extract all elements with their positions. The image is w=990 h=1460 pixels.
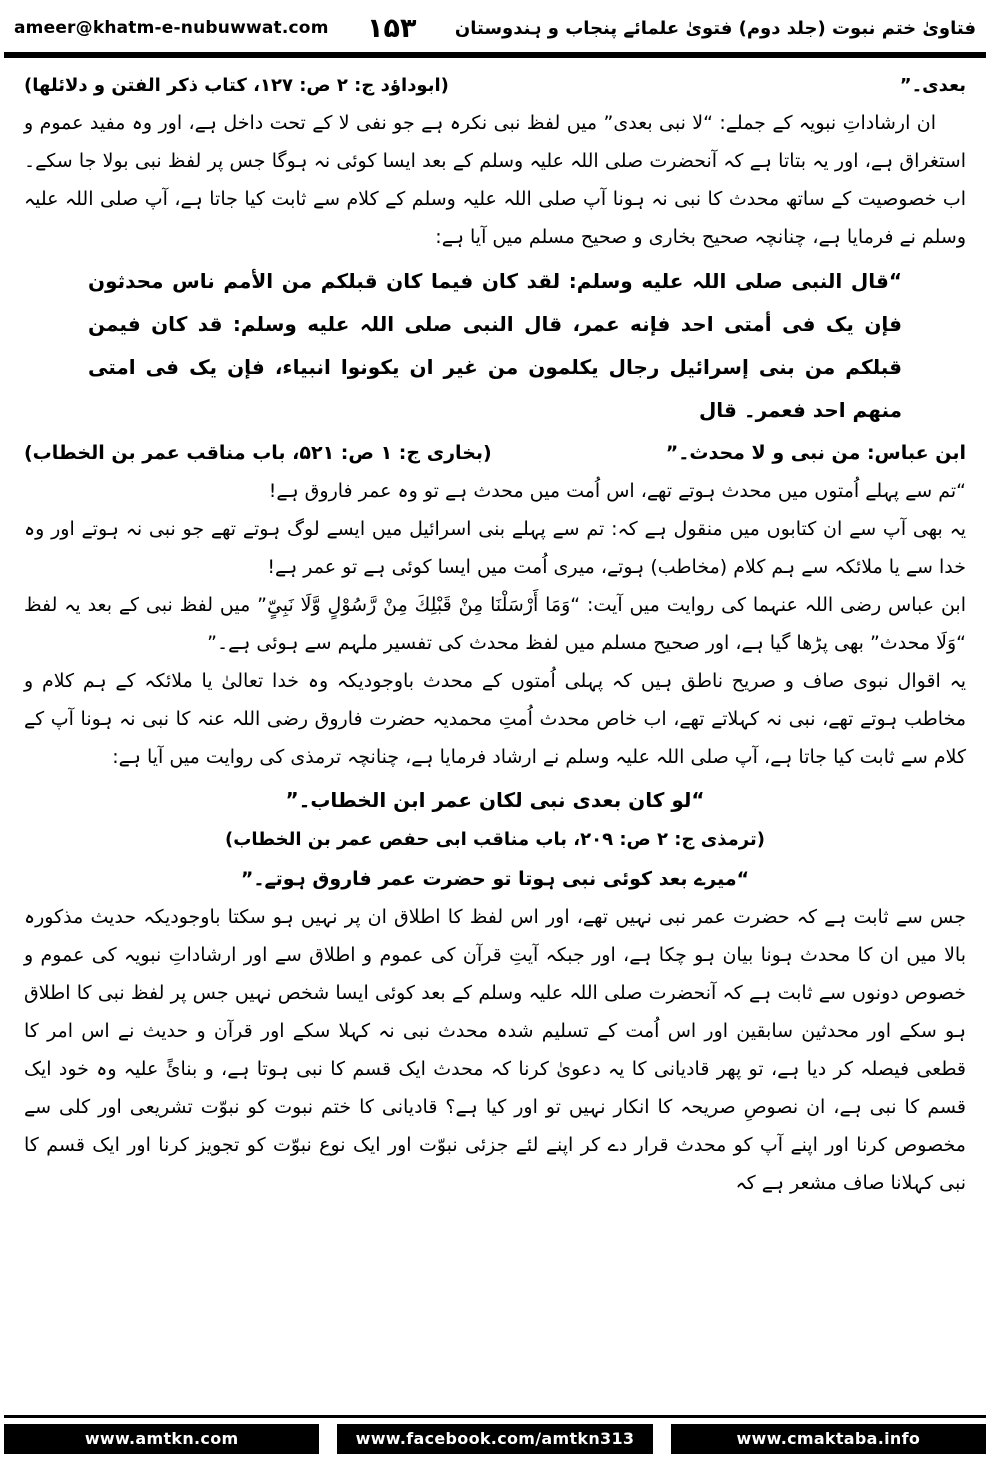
hadith-end-line <box>24 434 966 472</box>
hadith-tirmidhi-text: “لو کان بعدی نبی لکان عمر ابن الخطاب۔” <box>285 788 705 812</box>
citation-abu-dawud: (ابوداؤد ج: ۲ ص: ۱۲۷، کتاب ذکر الفتن و دلائلها) <box>24 75 449 96</box>
hadith-translation-2: “میرے بعد کوئی نبی ہوتا تو حضرت عمر فاروق ہوتے۔” <box>240 868 750 890</box>
header-email: ameer@khatm-e-nubuwwat.com <box>14 18 329 38</box>
opening-line <box>24 68 966 104</box>
page-number: ۱۵۳ <box>367 12 417 44</box>
footer-link-cmaktaba: www.cmaktaba.info <box>671 1424 986 1454</box>
citation-tirmidhi: (ترمذی ج: ۲ ص: ۲۰۹، باب مناقب ابی حفص عمر بن الخطاب) <box>225 829 765 850</box>
footer-link-amtkn: www.amtkn.com <box>4 1424 319 1454</box>
footer-link-facebook: www.facebook.com/amtkn313 <box>337 1424 652 1454</box>
quote-continuation: بعدی۔” <box>899 75 966 96</box>
footer-links <box>0 1424 990 1454</box>
paragraph-quran-variant: ابن عباس رضی اللہ عنہما کی روایت میں آیت: “وَمَا أَرْسَلْنَا مِنْ قَبْلِكَ مِنْ رَّسُوْلٍ وَّلَا نَبِیٍّ” میں لفظ نبی کے بعد یہ لفظ “وَلَا محدث” بھی پڑھا گیا ہے، اور صحیح مسلم میں لفظ محدث کی تفسیر ملہم سے ہوئی ہے۔” <box>24 594 966 654</box>
paragraph-commentary-3: یہ اقوال نبوی صاف و صریح ناطق ہیں کہ پہلی اُمتوں کے محدث باوجودیکہ وہ خدا تعالیٰ یا ملائکہ کے ہم کلام و مخاطب ہوتے تھے، نبی نہ کہلاتے تھے، اب خاص محدث اُمتِ محمدیہ حضرت فاروق رضی اللہ عنہ کا نبی نہ ہونا آپ کے کلام سے ثابت کیا جاتا ہے، آپ صلی اللہ علیہ وسلم نے ارشاد فرمایا ہے، چنانچہ ترمذی کی روایت میں آیا ہے: <box>24 670 966 768</box>
citation-bukhari: (بخاری ج: ۱ ص: ۵۲۱، باب مناقب عمر بن الخطاب) <box>24 442 492 464</box>
paragraph-commentary-1: ان ارشاداتِ نبویہ کے جملے: “لا نبی بعدی” میں لفظ نبی نکرہ ہے جو نفی لا کے تحت داخل ہے، اور وہ مفید عموم و استغراق ہے، اور یہ بتاتا ہے کہ آنحضرت صلی اللہ علیہ وسلم کے بعد ایسا کوئی نہ ہوگا جس پر لفظ نبی بولا جا سکے۔ اب خصوصیت کے ساتھ محدث کا نبی نہ ہونا آپ صلی اللہ علیہ وسلم کے کلام سے ثابت کیا جاتا ہے، آپ صلی اللہ علیہ وسلم نے فرمایا ہے، چنانچہ صحیح بخاری و صحیح مسلم میں آیا ہے: <box>24 112 966 248</box>
footer-divider <box>4 1415 986 1418</box>
page-header <box>0 0 990 52</box>
hadith-translation-1: “تم سے پہلے اُمتوں میں محدث ہوتے تھے، اس اُمت میں محدث ہے تو وہ عمر فاروق ہے! <box>268 480 966 502</box>
page-content <box>0 58 990 1202</box>
hadith-arabic-text: “قال النبی صلی اللہ علیه وسلم: لقد کان فیما کان قبلکم من الأمم ناس محدثون فإن یک فی أمتی احد فإنه عمر، قال النبی صلی اللہ علیه وسلم: قد کان فیمن قبلکم من بنی إسرائیل رجال یکلمون من غیر ان یکونوا انبیاء، فإن یک فی امتی منهم احد فعمر۔ قال <box>88 269 902 422</box>
paragraph-conclusion: جس سے ثابت ہے کہ حضرت عمر نبی نہیں تھے، اور اس لفظ کا اطلاق ان پر نہیں ہو سکتا باوجودیکہ حدیث مذکورہ بالا میں ان کا محدث ہونا بیان ہو چکا ہے، اور جبکہ آیتِ قرآن کی عموم و اطلاق سے اور ارشاداتِ نبویہ کی عموم و خصوص دونوں سے ثابت ہے کہ آنحضرت صلی اللہ علیہ وسلم کے بعد کوئی ایسا شخص نہیں جس پر لفظ نبی کا اطلاق ہو سکے اور محدثین سابقین اور اس اُمت کے تسلیم شدہ محدث نبی نہ کہلا سکے اور قرآن و حدیث نے اس امر کا قطعی فیصلہ کر دیا ہے، تو پھر قادیانی کا یہ دعویٰ کرنا کہ محدث ایک قسم کا نبی ہوتا ہے، و بنائً علیہ وہ خود ایک قسم کا نبی ہے، ان نصوصِ صریحہ کا انکار نہیں تو اور کیا ہے؟ قادیانی کا ختم نبوت کو نبوّت تشریعی اور کلی سے مخصوص کرنا اور اپنے آپ کو محدث قرار دے کر اپنے لئے جزئی نبوّت اور ایک نوع نبوّت کو تجویز کرنا اور ایک قسم کا نبی کہلانا صاف مشعر ہے کہ <box>24 906 966 1194</box>
book-title: فتاویٰ ختم نبوت (جلد دوم) فتویٰ علمائے پنجاب و ہندوستان <box>454 17 976 39</box>
hadith-ending: ابن عباس: من نبی و لا محدث۔” <box>665 442 966 464</box>
page-footer <box>0 1415 990 1454</box>
paragraph-commentary-2: یہ بھی آپ سے ان کتابوں میں منقول ہے کہ: تم سے پہلے بنی اسرائیل میں ایسے لوگ ہوتے تھے جو نبی نہ ہوتے اور وہ خدا سے یا ملائکہ سے ہم کلام (مخاطب) ہوتے، میری اُمت میں ایسا کوئی ہے تو عمر ہے! <box>24 518 966 578</box>
